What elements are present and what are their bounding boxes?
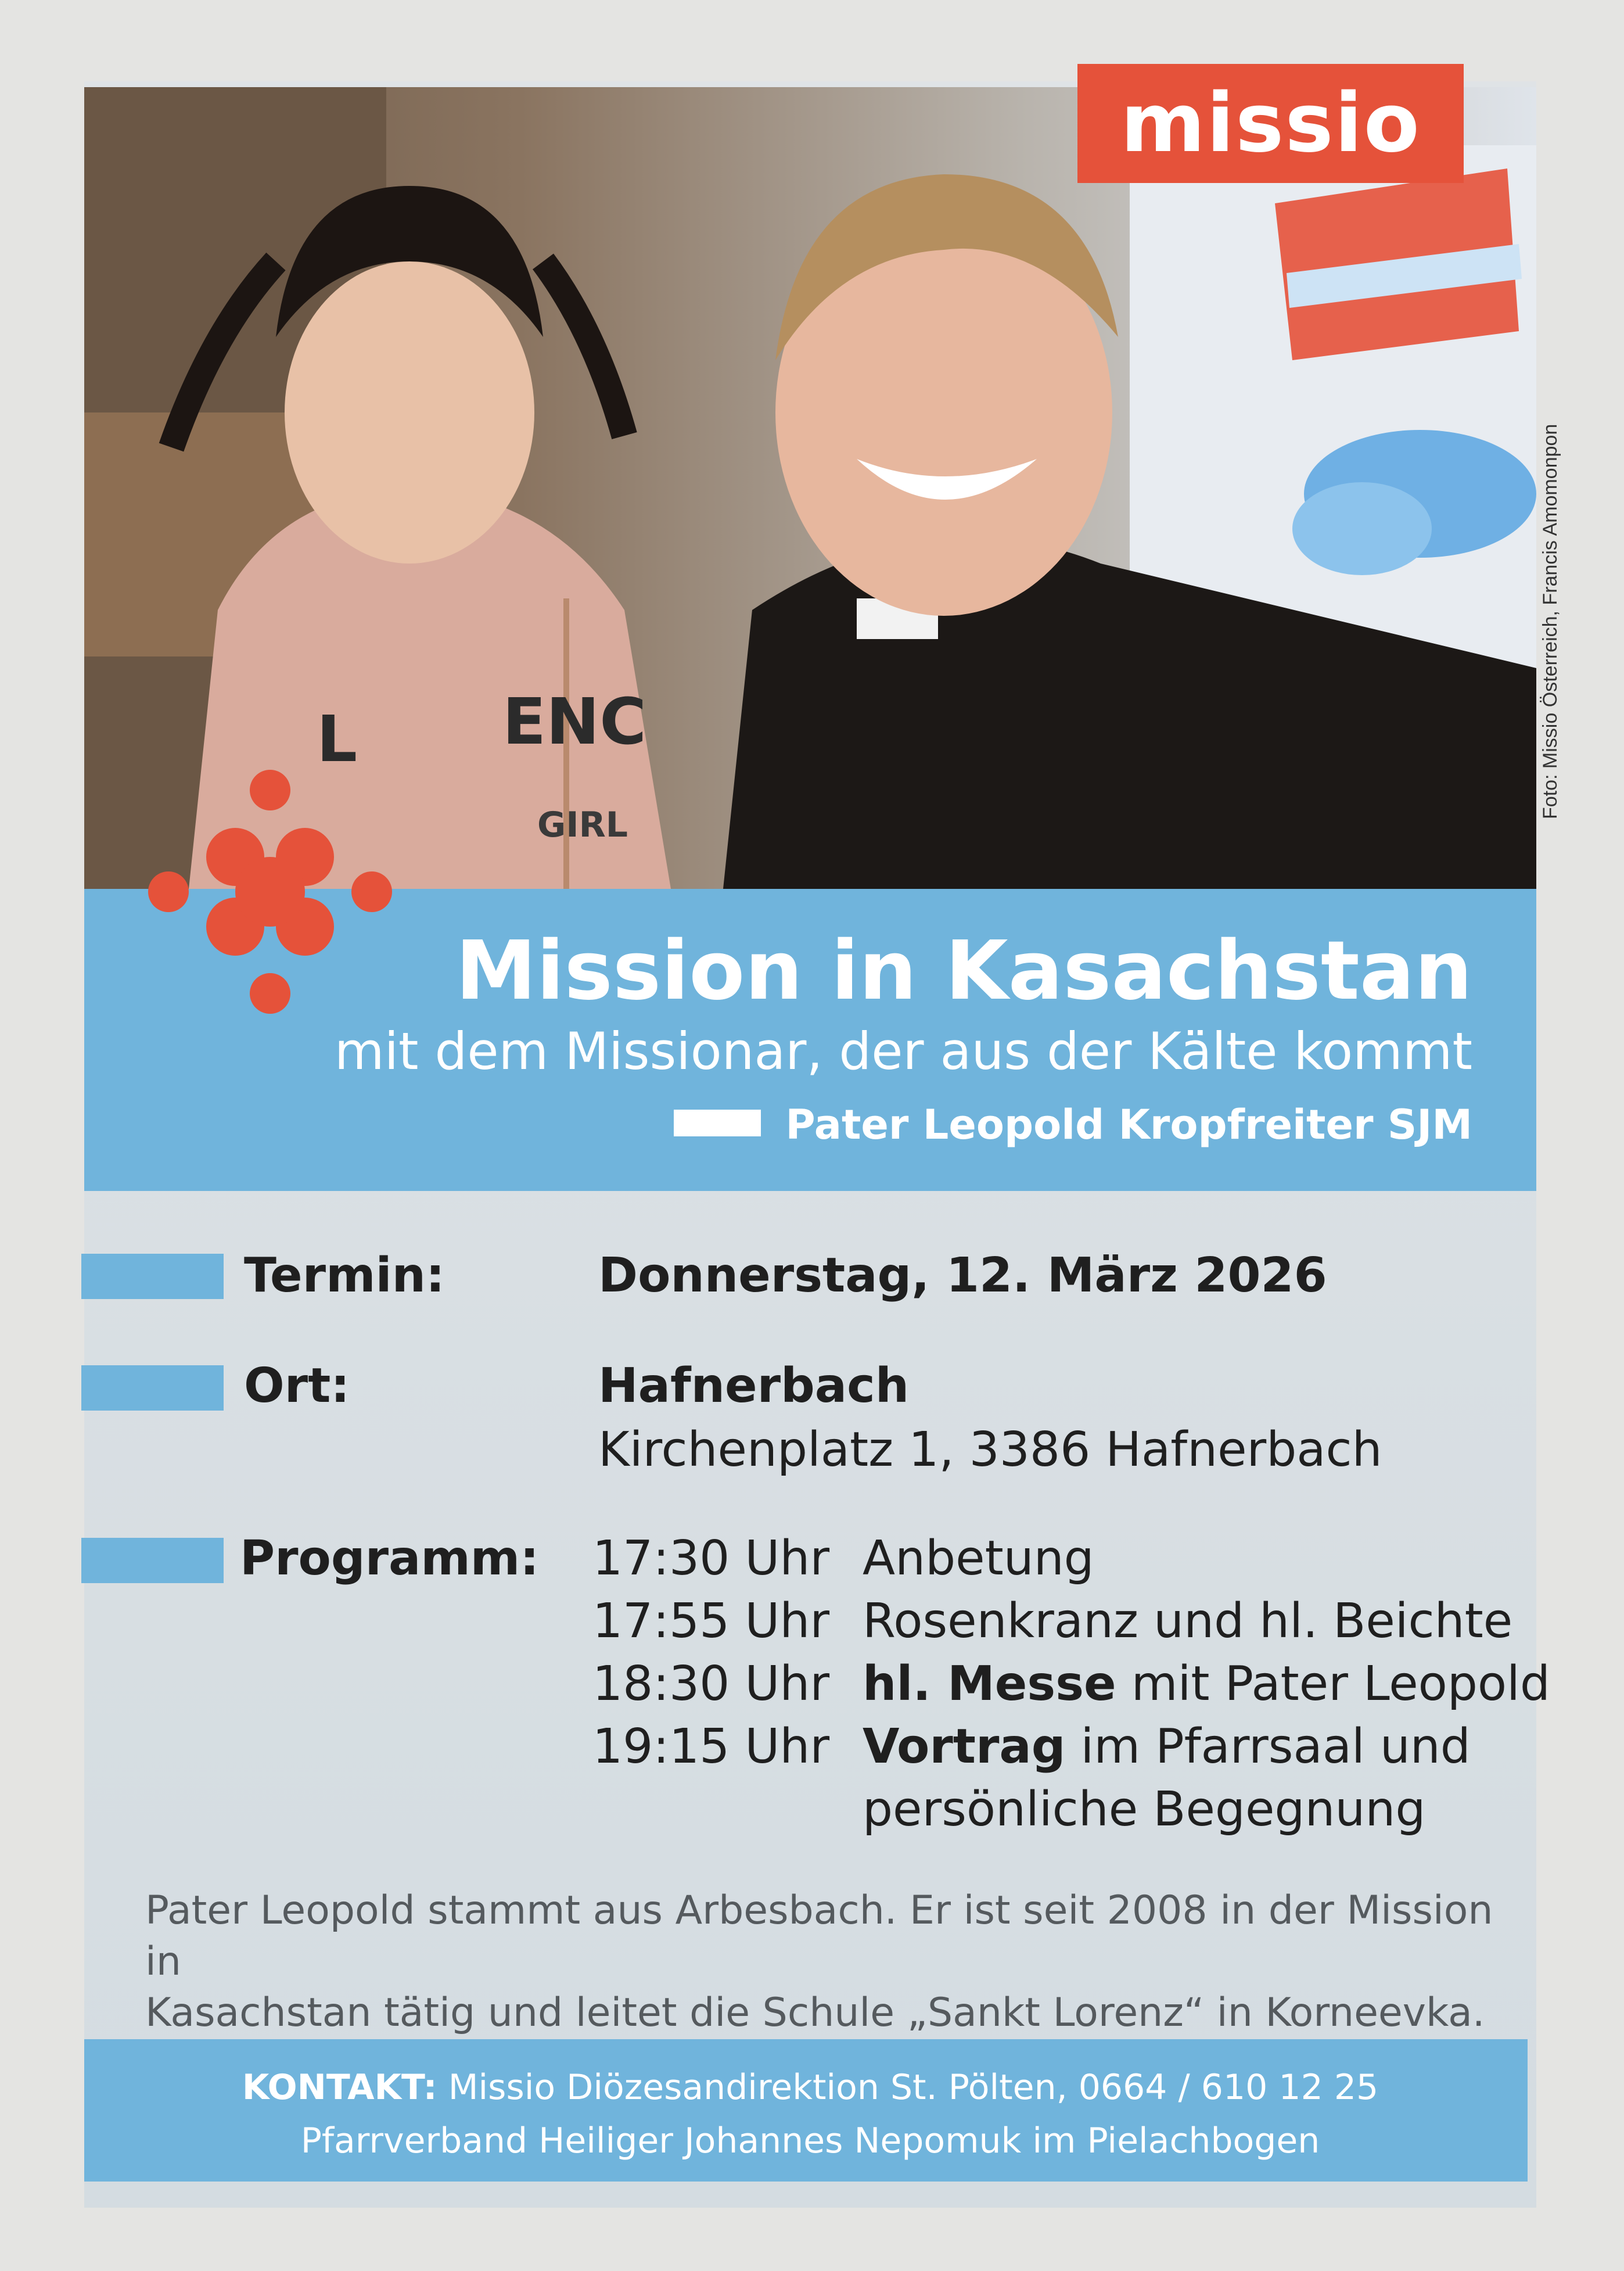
ort-label: Ort: — [244, 1358, 350, 1413]
termin-label: Termin: — [244, 1248, 445, 1303]
programm-marker — [81, 1538, 224, 1583]
speaker-name: Pater Leopold Kropfreiter SJM — [785, 1101, 1472, 1149]
parish-line: Pfarrverband Heiliger Johannes Nepomuk im Pielachbogen — [300, 2121, 1320, 2161]
program-text: persönliche Begegnung — [863, 1782, 1426, 1837]
ort-address: Kirchenplatz 1, 3386 Hafnerbach — [598, 1422, 1382, 1477]
program-time: 17:30 Uhr — [592, 1531, 830, 1586]
program-time: 17:55 Uhr — [592, 1594, 830, 1649]
programm-label: Programm: — [240, 1531, 540, 1586]
ort-marker — [81, 1365, 224, 1411]
bio-note — [145, 1885, 1499, 2039]
bio-note-line: Pater Leopold stammt aus Arbesbach. Er ist seit 2008 in der Mission in — [145, 1888, 1493, 1985]
contact-details: Missio Diözesandirektion St. Pölten, 0664 / 610 12 25 — [437, 2067, 1379, 2108]
program-rest: mit Pater Leopold — [1116, 1656, 1550, 1712]
ort-name: Hafnerbach — [598, 1358, 910, 1413]
contact-label: KONTAKT: — [242, 2067, 437, 2108]
program-time: 19:15 Uhr — [592, 1719, 830, 1774]
svg-text:GIRL: GIRL — [537, 805, 628, 845]
event-poster — [84, 76, 1561, 2208]
program-text: Anbetung — [863, 1531, 1094, 1586]
termin-marker — [81, 1254, 224, 1299]
speaker-marker — [674, 1110, 761, 1136]
program-bold: Vortrag — [863, 1719, 1066, 1774]
program-text: Rosenkranz und hl. Beichte — [863, 1594, 1513, 1649]
bio-note-line: Kasachstan tätig und leitet die Schule „Sankt Lorenz“ in Korneevka. — [145, 1990, 1485, 2036]
program-rest: im Pfarrsaal und — [1065, 1719, 1471, 1774]
photo-credit: Foto: Missio Österreich, Francis Amomonpon — [1539, 424, 1561, 819]
cross-emblem-icon — [142, 764, 398, 1020]
contact-line — [84, 2067, 1536, 2108]
missio-logo: missio — [1077, 64, 1464, 183]
poster-subtitle: mit dem Missionar, der aus der Kälte kommt — [334, 1021, 1472, 1081]
program-time: 18:30 Uhr — [592, 1656, 830, 1712]
poster-title: Mission in Kasachstan — [455, 924, 1472, 1018]
termin-value: Donnerstag, 12. März 2026 — [598, 1248, 1327, 1303]
program-bold: hl. Messe — [863, 1656, 1116, 1712]
svg-text:ENC: ENC — [502, 684, 646, 759]
svg-text:L: L — [317, 702, 358, 776]
program-text — [863, 1719, 1471, 1774]
program-text — [863, 1656, 1550, 1712]
